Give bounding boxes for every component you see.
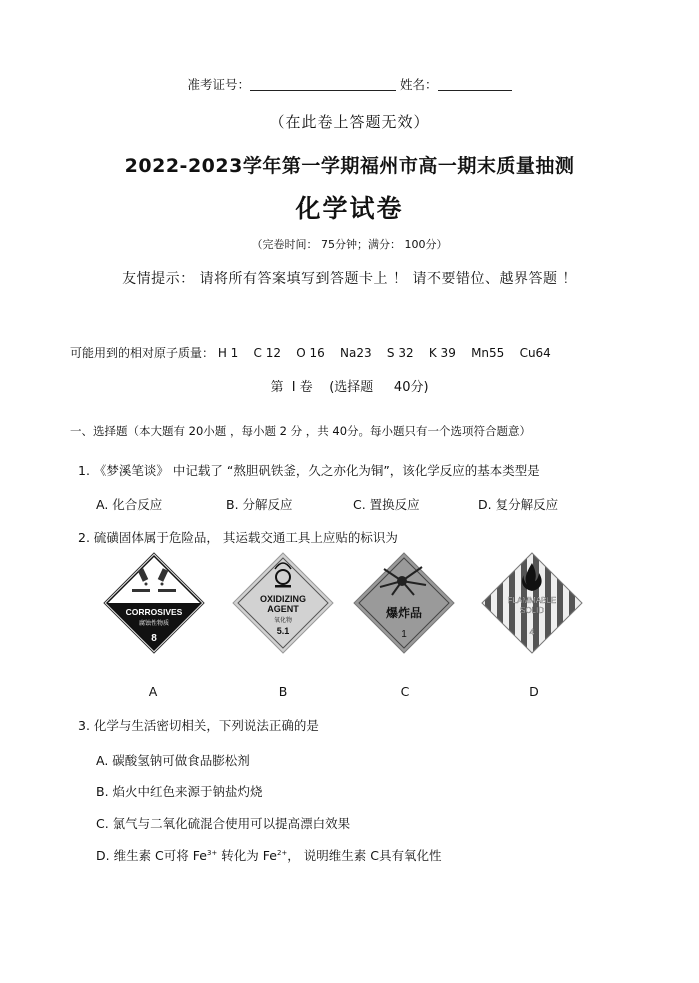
q3-option-d xyxy=(96,846,441,864)
q3-d-part3: ， 说明维生素 C具有氧化性 xyxy=(287,848,442,863)
q3-option-b: B. 焰火中红色来源于钠盐灼烧 xyxy=(96,784,263,799)
q3-d-part1: D. 维生素 C可将 Fe xyxy=(96,848,207,863)
time-info: （完卷时间： 75分钟；满分： 100分） xyxy=(251,238,448,251)
section-heading: 一、选择题（本大题有 20小题 ，每小题 2 分 ，共 40分。每小题只有一个选项符合题意） xyxy=(70,424,532,438)
q2-label-a: A xyxy=(148,684,158,699)
atomic-masses: 可能用到的相对原子质量： H 1 C 12 O 16 Na23 S 32 K 39 Mn55 Cu64 xyxy=(70,346,551,360)
q3-option-a: A. 碳酸氢钠可做食品膨松剂 xyxy=(96,753,250,768)
q1-option-c: C. 置换反应 xyxy=(353,497,420,512)
q3-option-c: C. 氯气与二氧化硫混合使用可以提高漂白效果 xyxy=(96,816,351,831)
part-title: 第 Ⅰ 卷 (选择题 40分) xyxy=(270,380,429,395)
q2-label-d: D xyxy=(529,684,539,699)
q1-option-d: D. 复分解反应 xyxy=(478,497,559,512)
subject-title: 化学试卷 xyxy=(295,194,404,223)
sign-d-text1: FLAMMABLE xyxy=(507,596,557,605)
sign-a-num: 8 xyxy=(151,633,157,644)
exam-title: 2022-2023学年第一学期福州市高一期末质量抽测 xyxy=(124,155,575,177)
corrosive-sign xyxy=(102,551,206,655)
sign-a-text1: CORROSIVES xyxy=(125,607,183,617)
sign-b-num: 5.1 xyxy=(276,626,290,636)
explosive-sign xyxy=(352,551,456,655)
sign-d-num: 4 xyxy=(529,627,535,637)
exam-id-label: 准考证号： xyxy=(187,77,250,92)
sign-b-text3: 氧化物 xyxy=(273,617,293,624)
sign-c-text: 爆炸品 xyxy=(385,606,423,620)
q2-stem: 2. 硫磺固体属于危险品， 其运载交通工具上应贴的标识为 xyxy=(78,530,398,545)
flammable-solid-sign xyxy=(480,551,584,655)
q3-d-sup2: 2+ xyxy=(276,848,288,857)
sign-b-text1: OXIDIZING xyxy=(259,594,307,604)
exam-info-line xyxy=(0,75,699,93)
name-blank xyxy=(438,77,512,91)
q3-stem: 3. 化学与生活密切相关，下列说法正确的是 xyxy=(78,718,319,733)
sign-c-num: 1 xyxy=(401,629,407,640)
sign-d-text2: SOLID xyxy=(519,606,545,615)
invalid-notice: （在此卷上答题无效） xyxy=(269,113,430,131)
q2-label-c: C xyxy=(400,684,410,699)
q3-d-sup1: 3+ xyxy=(206,848,218,857)
sign-b-text2: AGENT xyxy=(267,604,299,614)
q1-option-b: B. 分解反应 xyxy=(226,497,293,512)
name-label: 姓名： xyxy=(400,77,438,92)
friendly-tip: 友情提示： 请将所有答案填写到答题卡上 ！ 请不要错位、越界答题 ！ xyxy=(122,271,577,287)
q2-label-b: B xyxy=(278,684,288,699)
sign-a-text2: 腐蚀性物质 xyxy=(138,620,170,627)
exam-id-blank xyxy=(250,77,396,91)
q3-d-part2: 转化为 Fe xyxy=(217,848,277,863)
oxidizer-sign xyxy=(231,551,335,655)
q1-option-a: A. 化合反应 xyxy=(96,497,163,512)
q1-stem: 1. 《梦溪笔谈》 中记载了 “熬胆矾铁釜，久之亦化为铜”，该化学反应的基本类型是 xyxy=(78,463,540,478)
